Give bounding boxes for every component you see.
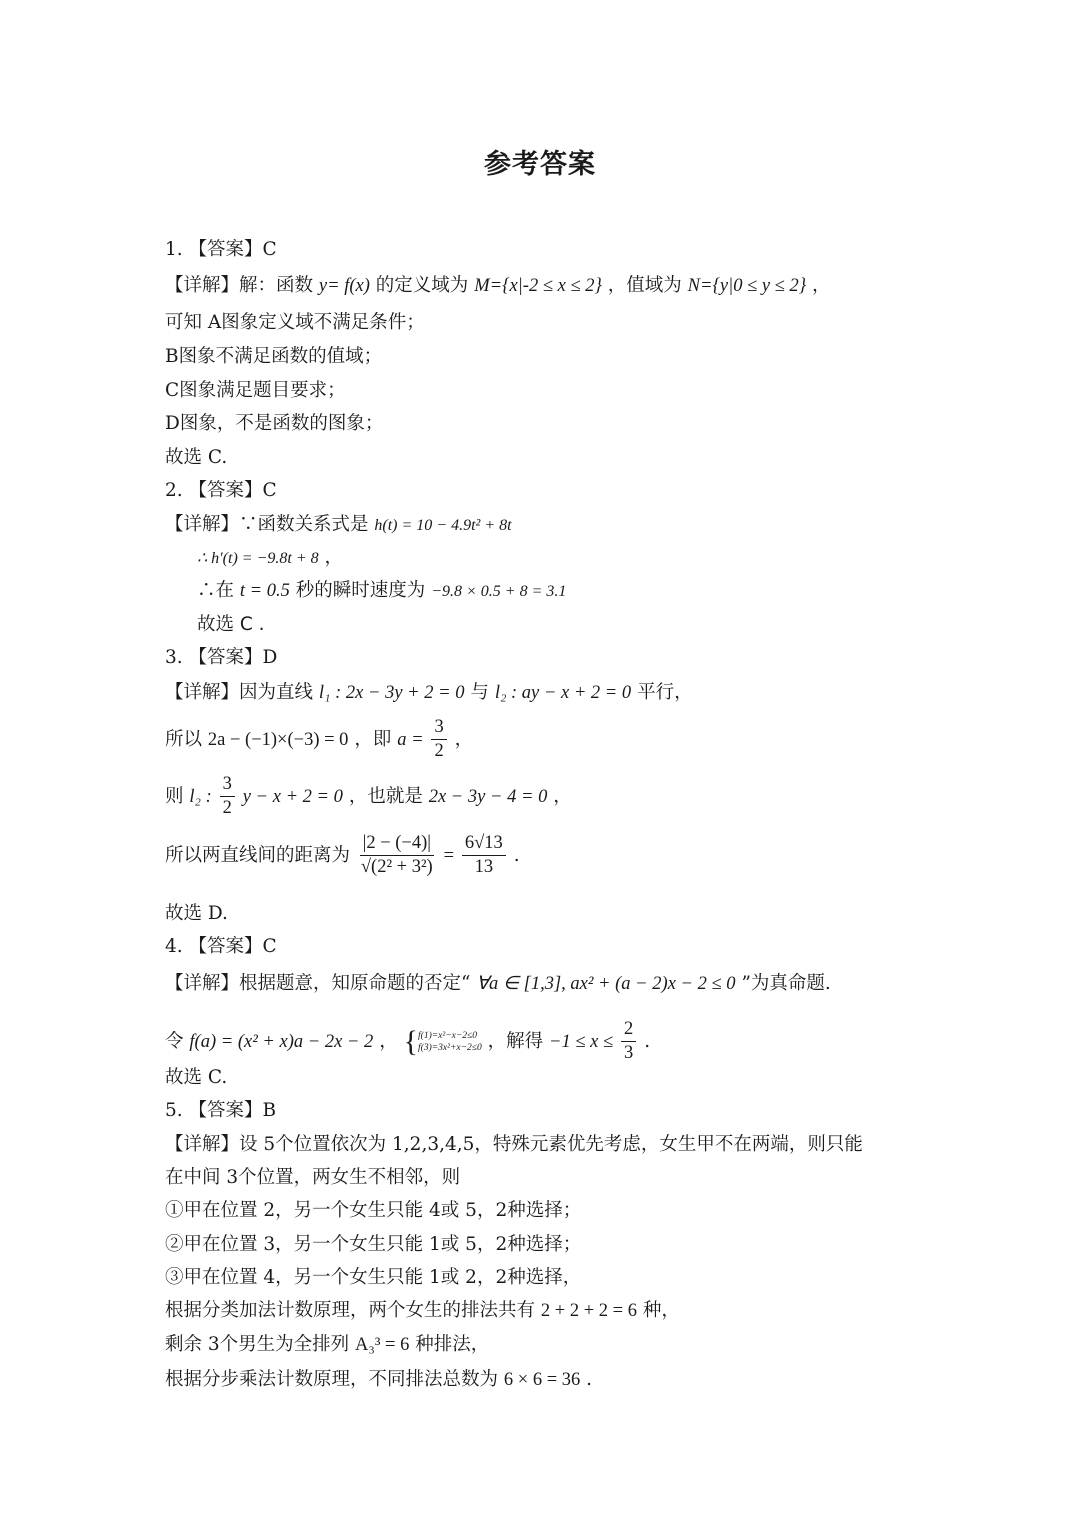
q1-answer: 1. 【答案】C xyxy=(165,239,277,260)
q2-detail-line-1 xyxy=(165,513,512,538)
math: 2a − (−1)×(−3) = 0 xyxy=(207,729,349,750)
math: t = 0.5 xyxy=(239,581,290,601)
q3-detail-line-4 xyxy=(165,834,520,878)
text: ， xyxy=(379,1030,398,1052)
math: N={y|0 ≤ y ≤ 2} xyxy=(687,276,807,296)
text: 【详解】∵函数关系式是 xyxy=(165,514,369,535)
text: ∴在 xyxy=(197,580,235,601)
q2-detail-line-2 xyxy=(197,546,343,571)
q4-detail-line-1 xyxy=(165,972,831,996)
text: 所以 xyxy=(165,728,203,750)
fraction xyxy=(358,834,436,878)
q3-detail-line-3 xyxy=(165,775,572,819)
text: 【详解】根据题意，知原命题的否定“ xyxy=(165,973,471,994)
text: ， xyxy=(553,785,572,807)
text: 秒的瞬时速度为 xyxy=(295,580,426,601)
math: y= f(x) xyxy=(318,276,370,296)
system-row: f(3)=3x²+x−2≤0 xyxy=(418,1042,482,1053)
q5-detail-line-2: 在中间 3个位置，两女生不相邻，则 xyxy=(165,1167,461,1188)
q2-conclusion: 故选 C . xyxy=(197,614,265,635)
math: h(t) = 10 − 4.9t² + 8t xyxy=(374,517,512,534)
q4-detail-line-2 xyxy=(165,1020,650,1064)
text: . xyxy=(644,1030,651,1052)
fraction-numerator: 3 xyxy=(220,775,235,797)
q4-conclusion: 故选 C. xyxy=(165,1067,228,1088)
q5-detail-line-1: 【详解】设 5个位置依次为 1,2,3,4,5，特殊元素优先考虑，女生甲不在两端，则只能 xyxy=(165,1134,863,1155)
q5-detail-line-7 xyxy=(165,1333,489,1357)
q1-detail-line-5: D图象，不是函数的图象； xyxy=(165,413,384,434)
text: ，也就是 xyxy=(348,785,423,807)
fraction xyxy=(220,775,235,819)
equation-system xyxy=(403,1024,482,1058)
fraction xyxy=(431,718,446,762)
text: 剩余 3个男生为全排列 xyxy=(165,1334,350,1355)
math: l₁ : 2x − 3y + 2 = 0 xyxy=(318,683,465,703)
fraction xyxy=(621,1020,636,1064)
text: 种， xyxy=(642,1300,680,1321)
math: ∀a ∈ [1,3], ax² + (a − 2)x − 2 ≤ 0 xyxy=(476,974,736,994)
q5-detail-line-8 xyxy=(165,1368,592,1392)
text: 的定义域为 xyxy=(375,275,469,296)
page-title: 参考答案 xyxy=(484,149,596,180)
text: 则 xyxy=(165,785,184,807)
text: ， xyxy=(812,275,831,296)
fraction-denominator: √(2² + 3²) xyxy=(360,857,433,878)
fraction-numerator: 3 xyxy=(431,718,446,740)
text: 与 xyxy=(470,682,489,703)
q2-detail-line-3 xyxy=(197,579,566,604)
fraction-numerator: 2 xyxy=(621,1020,636,1042)
q2-answer: 2. 【答案】C xyxy=(165,480,277,501)
text: 【详解】解：函数 xyxy=(165,275,314,296)
fraction-denominator: 2 xyxy=(434,741,444,762)
q1-conclusion: 故选 C. xyxy=(165,447,228,468)
math: −1 ≤ x ≤ xyxy=(549,1031,614,1052)
math: a = xyxy=(397,729,424,750)
q4-answer: 4. 【答案】C xyxy=(165,936,277,957)
math: f(a) = (x² + x)a − 2x − 2 xyxy=(189,1031,374,1052)
text: 根据分步乘法计数原理，不同排法总数为 xyxy=(165,1369,499,1390)
q5-answer: 5. 【答案】B xyxy=(165,1100,277,1121)
math: 6 × 6 = 36 xyxy=(503,1370,581,1390)
text: 种排法， xyxy=(415,1334,490,1355)
text: ， xyxy=(454,728,474,750)
math: −9.8 × 0.5 + 8 = 3.1 xyxy=(431,583,567,600)
text: 【详解】因为直线 xyxy=(165,682,314,703)
text: 所以两直线间的距离为 xyxy=(165,844,351,866)
q3-detail-line-1 xyxy=(165,681,693,705)
text: 根据分类加法计数原理，两个女生的排法共有 xyxy=(165,1300,536,1321)
math: l₂ : ay − x + 2 = 0 xyxy=(494,683,632,703)
text: ， xyxy=(324,547,344,568)
math: ∴ h′(t) = −9.8t + 8 xyxy=(197,550,319,567)
fraction-denominator: 3 xyxy=(624,1043,634,1064)
text: ，解得 xyxy=(487,1030,544,1052)
math: y − x + 2 = 0 xyxy=(242,786,343,807)
math: = xyxy=(443,845,454,866)
q3-answer: 3. 【答案】D xyxy=(165,647,278,668)
q1-detail-line-3: B图象不满足函数的值域； xyxy=(165,346,383,367)
q5-detail-line-5: ③甲在位置 4，另一个女生只能 1或 2，2种选择， xyxy=(165,1267,582,1288)
q1-detail-line-1 xyxy=(165,274,831,298)
fraction xyxy=(462,834,506,878)
math: M={x|-2 ≤ x ≤ 2} xyxy=(474,276,602,296)
fraction-numerator: 6√13 xyxy=(462,834,506,856)
q3-conclusion: 故选 D. xyxy=(165,903,228,924)
math: 2 + 2 + 2 = 6 xyxy=(540,1301,637,1321)
text: ，值域为 xyxy=(607,275,682,296)
brace-icon: { xyxy=(403,1024,419,1058)
q1-detail-line-2: 可知 A图象定义域不满足条件； xyxy=(165,312,425,333)
fraction-denominator: 13 xyxy=(474,857,494,878)
q3-detail-line-2 xyxy=(165,718,473,762)
text: ”为真命题. xyxy=(741,973,831,994)
system-row: f(1)=x²−x−2≤0 xyxy=(418,1030,477,1041)
q1-detail-line-4: C图象满足题目要求； xyxy=(165,380,346,401)
text: 令 xyxy=(165,1030,184,1052)
math: 2x − 3y − 4 = 0 xyxy=(428,786,548,807)
fraction-numerator: |2 − (−4)| xyxy=(360,834,434,856)
text: . xyxy=(513,844,520,866)
text: ，即 xyxy=(354,728,392,750)
math: l₂ : xyxy=(189,786,212,807)
q5-detail-line-4: ②甲在位置 3，另一个女生只能 1或 5，2种选择； xyxy=(165,1234,582,1255)
text: 平行， xyxy=(637,682,693,703)
text: . xyxy=(586,1369,593,1390)
fraction-denominator: 2 xyxy=(222,798,232,819)
math: A₃³ = 6 xyxy=(355,1335,410,1355)
q5-detail-line-6 xyxy=(165,1299,680,1323)
q5-detail-line-3: ①甲在位置 2，另一个女生只能 4或 5，2种选择； xyxy=(165,1200,582,1221)
